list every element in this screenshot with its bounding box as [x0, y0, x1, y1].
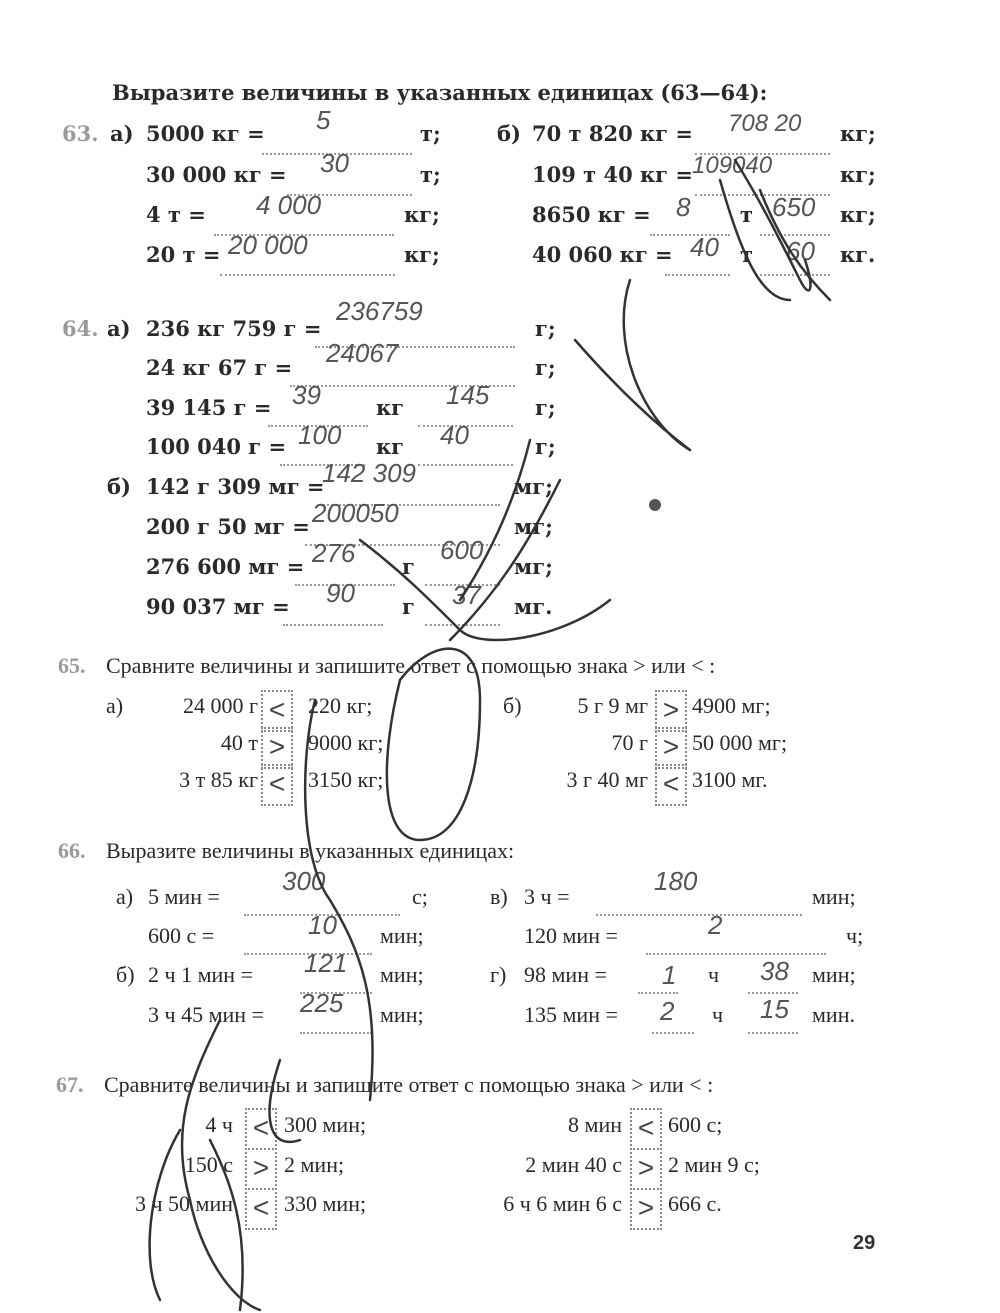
handwritten-answer: 60 — [786, 236, 815, 266]
expression: 276 600 мг = — [146, 554, 305, 579]
handwritten-answer: 38 — [760, 956, 789, 986]
unit: т; — [420, 162, 441, 187]
unit: мин; — [380, 962, 424, 987]
handwritten-answer: 20 000 — [228, 230, 308, 260]
unit: г; — [535, 355, 556, 380]
unit: мин; — [812, 962, 856, 987]
comparison-sign-box[interactable]: > — [630, 1188, 662, 1230]
section-heading: Выразите величины в указанных единицах (63—64): — [112, 80, 768, 105]
unit: кг; — [404, 242, 440, 267]
part-label: а) — [107, 316, 131, 341]
expression: 39 145 г = — [146, 395, 272, 420]
page-number: 29 — [853, 1232, 876, 1254]
comparison-sign-box[interactable]: < — [261, 690, 293, 732]
expression: 8650 кг = — [532, 202, 651, 227]
expression: 200 г 50 мг = — [146, 514, 310, 539]
unit: мин. — [812, 1002, 855, 1027]
answer-line[interactable] — [596, 910, 802, 916]
handwritten-answer: 121 — [304, 948, 348, 978]
expression: 24 кг 67 г = — [146, 355, 293, 380]
answer-line[interactable] — [220, 270, 395, 276]
expression: 3 ч = — [524, 884, 570, 909]
part-label: г) — [490, 962, 507, 987]
answer-line[interactable] — [665, 270, 730, 276]
expression: 109 т 40 кг = — [532, 162, 693, 187]
expression: 5000 кг = — [146, 121, 265, 146]
comparison-sign-box[interactable]: < — [245, 1188, 277, 1230]
comparison-left: 3 т 85 кг — [179, 767, 258, 792]
expression: 120 мин = — [524, 923, 618, 948]
expression: 236 кг 759 г = — [146, 316, 322, 341]
unit: мг; — [514, 554, 553, 579]
comparison-left: 3 ч 50 мин — [134, 1191, 233, 1216]
unit: мин; — [812, 884, 856, 909]
comparison-sign-box[interactable]: < — [630, 1108, 662, 1150]
comparison-right: 666 с. — [668, 1191, 722, 1216]
comparison-left: 5 г 9 мг — [577, 693, 648, 718]
handwritten-answer: 600 — [440, 535, 484, 565]
part-label: в) — [490, 884, 508, 909]
handwritten-answer: 39 — [292, 380, 321, 410]
handwritten-answer: 200050 — [312, 498, 399, 528]
handwritten-answer: 650 — [772, 192, 816, 222]
handwritten-answer: 90 — [326, 578, 355, 608]
part-label: а) — [106, 693, 124, 718]
expression: 142 г 309 мг = — [146, 474, 325, 499]
unit: мг; — [514, 514, 553, 539]
comparison-right: 300 мин; — [284, 1112, 367, 1137]
expression: 135 мин = — [524, 1002, 618, 1027]
handwritten-answer: 30 — [320, 148, 349, 178]
comparison-sign-box[interactable]: > — [655, 727, 687, 769]
comparison-left: 6 ч 6 мин 6 с — [503, 1191, 622, 1216]
unit: кг; — [840, 162, 876, 187]
handwritten-answer: 142 309 — [322, 458, 416, 488]
unit: кг; — [840, 121, 876, 146]
comparison-right: 4900 мг; — [692, 693, 771, 718]
exercise-number-64: 64. — [62, 316, 99, 341]
answer-line[interactable] — [646, 949, 826, 955]
comparison-right: 220 кг; — [308, 693, 373, 718]
comparison-right: 2 мин; — [284, 1152, 345, 1177]
handwritten-answer: 276 — [312, 538, 356, 568]
answer-line[interactable] — [425, 620, 500, 626]
expression: 4 т = — [146, 202, 206, 227]
unit: т — [740, 202, 754, 227]
comparison-right: 3150 кг; — [308, 767, 384, 792]
exercise-number-63: 63. — [62, 121, 99, 146]
expression: 70 т 820 кг = — [532, 121, 693, 146]
comparison-right: 3100 мг. — [692, 767, 768, 792]
handwritten-answer: 5 — [316, 105, 331, 135]
part-label: а) — [116, 884, 134, 909]
unit: кг; — [404, 202, 440, 227]
unit: г; — [535, 395, 556, 420]
part-label: б) — [116, 962, 135, 987]
expression: 100 040 г = — [146, 434, 287, 459]
handwritten-answer: 708 20 — [728, 110, 802, 137]
handwritten-answer: 8 — [676, 192, 691, 222]
comparison-sign-box[interactable]: > — [655, 690, 687, 732]
unit: мг; — [514, 474, 553, 499]
comparison-left: 2 мин 40 с — [525, 1152, 622, 1177]
unit: г — [402, 554, 415, 579]
handwritten-answer: 225 — [300, 988, 344, 1018]
expression: 5 мин = — [148, 884, 220, 909]
comparison-sign-box[interactable]: > — [630, 1148, 662, 1190]
comparison-sign-box[interactable]: < — [655, 764, 687, 806]
unit: т; — [420, 121, 441, 146]
handwritten-answer: 24067 — [326, 338, 399, 368]
handwritten-answer: 236759 — [336, 296, 423, 326]
answer-line[interactable] — [760, 270, 830, 276]
handwritten-answer: 4 000 — [256, 190, 322, 220]
comparison-right: 600 с; — [668, 1112, 723, 1137]
unit: мин; — [380, 1002, 424, 1027]
unit: ч — [712, 1002, 724, 1027]
exercise-number-67: 67. — [56, 1072, 84, 1097]
handwritten-answer: 37 — [452, 580, 481, 610]
expression: 90 037 мг = — [146, 594, 290, 619]
comparison-right: 50 000 мг; — [692, 730, 788, 755]
comparison-sign-box[interactable]: < — [261, 764, 293, 806]
part-label: а) — [110, 121, 134, 146]
unit: ч — [708, 962, 720, 987]
handwritten-answer: 15 — [760, 994, 789, 1024]
comparison-sign-box[interactable]: < — [245, 1108, 277, 1150]
handwritten-answer: 300 — [282, 866, 326, 896]
comparison-right: 2 мин 9 с; — [668, 1152, 760, 1177]
expression: 20 т = — [146, 242, 221, 267]
expression: 40 060 кг = — [532, 242, 673, 267]
unit: г — [402, 594, 415, 619]
handwritten-answer: 2 — [708, 910, 723, 940]
unit: кг — [376, 434, 405, 459]
comparison-left: 150 с — [184, 1152, 233, 1177]
unit: кг — [376, 395, 405, 420]
comparison-left: 40 т — [220, 730, 258, 755]
comparison-sign-box[interactable]: > — [261, 727, 293, 769]
answer-line[interactable] — [300, 1028, 372, 1034]
unit: мг. — [514, 594, 553, 619]
comparison-sign-box[interactable]: > — [245, 1148, 277, 1190]
expression: 2 ч 1 мин = — [148, 962, 253, 987]
comparison-right: 9000 кг; — [308, 730, 384, 755]
handwritten-answer: 40 — [690, 232, 719, 262]
unit: кг. — [840, 242, 876, 267]
part-label: б) — [497, 121, 521, 146]
answer-line[interactable] — [748, 1028, 798, 1034]
comparison-left: 24 000 г — [182, 693, 258, 718]
expression: 3 ч 45 мин = — [148, 1002, 264, 1027]
comparison-left: 70 г — [611, 730, 648, 755]
exercise-title: Выразите величины в указанных единицах: — [106, 838, 515, 863]
expression: 600 с = — [148, 923, 215, 948]
handwritten-answer: 1 — [662, 960, 677, 990]
exercise-title: Сравните величины и запишите ответ с помощью знака > или < : — [104, 1072, 714, 1097]
answer-line[interactable] — [418, 460, 513, 466]
exercise-title: Сравните величины и запишите ответ с помощью знака > или < : — [106, 653, 716, 678]
comparison-right: 330 мин; — [284, 1191, 367, 1216]
answer-line[interactable] — [652, 1028, 694, 1034]
unit: кг; — [840, 202, 876, 227]
handwritten-answer: 2 — [660, 996, 675, 1026]
comparison-left: 8 мин — [568, 1112, 622, 1137]
expression: 98 мин = — [524, 962, 607, 987]
answer-line[interactable] — [283, 620, 383, 626]
unit: г; — [535, 316, 556, 341]
part-label: б) — [107, 474, 131, 499]
comparison-left: 3 г 40 мг — [566, 767, 648, 792]
handwritten-answer: 109040 — [692, 152, 773, 179]
handwritten-answer: 40 — [440, 420, 469, 450]
unit: с; — [412, 884, 428, 909]
part-label: б) — [503, 693, 522, 718]
exercise-number-65: 65. — [58, 653, 86, 678]
handwritten-answer: 145 — [446, 380, 490, 410]
handwritten-answer: 10 — [308, 910, 337, 940]
exercise-number-66: 66. — [58, 838, 86, 863]
unit: ч; — [846, 923, 864, 948]
comparison-left: 4 ч — [205, 1112, 233, 1137]
handwritten-answer: 100 — [298, 420, 342, 450]
unit: г; — [535, 434, 556, 459]
expression: 30 000 кг = — [146, 162, 287, 187]
unit: мин; — [380, 923, 424, 948]
unit: т — [740, 242, 754, 267]
handwritten-answer: 180 — [654, 866, 698, 896]
